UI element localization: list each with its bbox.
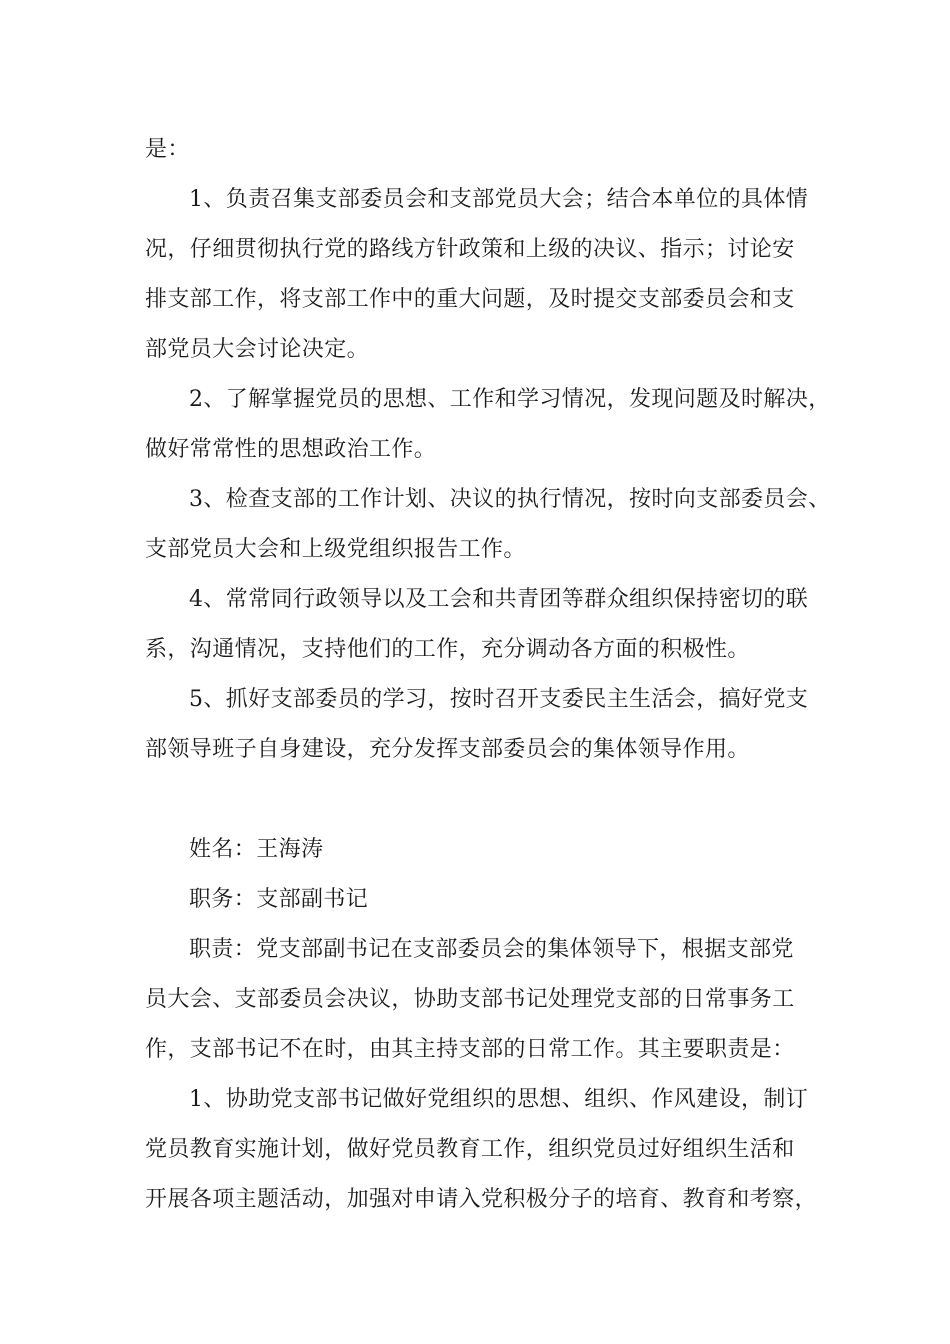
list-item-2-line: 2、了解掌握党员的思想、工作和学习情况，发现问题及时解决，: [189, 387, 831, 412]
list-item-1-line: 1、协助党支部书记做好党组织的思想、组织、作风建设，制订: [189, 1087, 809, 1112]
text-line: 开展各项主题活动，加强对申请入党积极分子的培育、教育和考察，: [145, 1187, 818, 1212]
text-line: 员大会、支部委员会决议，协助支部书记处理党支部的日常事务工: [145, 987, 795, 1012]
text-line: 是：: [145, 137, 190, 162]
name-field: 姓名：王海涛: [189, 837, 324, 862]
text-line: 排支部工作，将支部工作中的重大问题，及时提交支部委员会和支: [145, 287, 795, 312]
list-item-5-line: 5、抓好支部委员的学习，按时召开支委民主生活会，搞好党支: [189, 687, 809, 712]
text-line: 作，支部书记不在时，由其主持支部的日常工作。其主要职责是：: [145, 1037, 795, 1062]
text-line: 支部党员大会和上级党组织报告工作。: [145, 537, 526, 562]
text-line: 做好常常性的思想政治工作。: [145, 437, 437, 462]
text-line: 党员教育实施计划，做好党员教育工作，组织党员过好组织生活和: [145, 1137, 795, 1162]
list-item-4-line: 4、常常同行政领导以及工会和共青团等群众组织保持密切的联: [189, 587, 809, 612]
duties-line: 职责：党支部副书记在支部委员会的集体领导下，根据支部党: [189, 937, 794, 962]
list-item-3-line: 3、检查支部的工作计划、决议的执行情况，按时向支部委员会、: [189, 487, 831, 512]
text-line: 系，沟通情况，支持他们的工作，充分调动各方面的积极性。: [145, 637, 750, 662]
text-line: 部领导班子自身建设，充分发挥支部委员会的集体领导作用。: [145, 737, 750, 762]
text-line: 况，仔细贯彻执行党的路线方针政策和上级的决议、指示；讨论安: [145, 237, 795, 262]
position-field: 职务：支部副书记: [189, 887, 369, 912]
text-line: 部党员大会讨论决定。: [145, 337, 370, 362]
list-item-1-line: 1、负责召集支部委员会和支部党员大会；结合本单位的具体情: [189, 187, 809, 212]
